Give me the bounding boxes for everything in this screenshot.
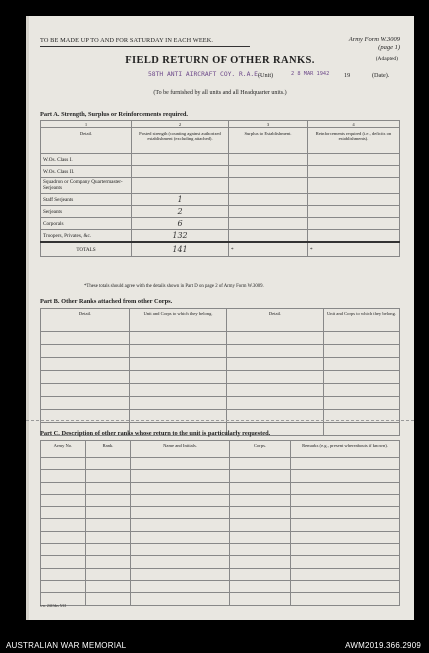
part-a-table <box>40 120 400 257</box>
cell <box>86 507 131 519</box>
cell <box>230 593 291 605</box>
row-detail: Corporals <box>41 218 132 230</box>
row-posted: 132 <box>132 230 229 243</box>
cell <box>131 580 230 592</box>
cell <box>324 345 400 358</box>
row-posted: 6 <box>132 218 229 230</box>
table-row <box>41 580 400 592</box>
table-row <box>41 458 400 470</box>
cell <box>41 332 130 345</box>
row-detail: Troopers, Privates, &c. <box>41 230 132 243</box>
cell <box>41 470 86 482</box>
cell <box>41 544 86 556</box>
cell <box>131 507 230 519</box>
row-posted: 1 <box>132 194 229 206</box>
cell <box>291 593 400 605</box>
col-header-rank: Rank. <box>86 441 131 458</box>
row-surplus <box>229 230 308 243</box>
adapted-label: (Adapted) <box>375 56 398 62</box>
part-a-heading: Part A. Strength, Surplus or Reinforcements required. <box>40 111 188 118</box>
totals-surplus: * <box>229 242 308 257</box>
credit-accession-number: AWM2019.366.2909 <box>345 641 421 650</box>
table-row <box>41 166 400 178</box>
cell <box>230 519 291 531</box>
form-sheet <box>26 16 414 620</box>
cell <box>227 332 324 345</box>
totals-reinforcements: * <box>308 242 400 257</box>
cell <box>324 358 400 371</box>
table-row <box>41 384 400 397</box>
row-detail: Staff Serjeants <box>41 194 132 206</box>
cell <box>86 458 131 470</box>
cell <box>230 458 291 470</box>
cell <box>86 482 131 494</box>
cell <box>86 580 131 592</box>
row-surplus <box>229 218 308 230</box>
cell <box>130 397 227 410</box>
table-row <box>41 154 400 166</box>
col-header-name: Name and Initials. <box>131 441 230 458</box>
submission-instruction: TO BE MADE UP TO AND FOR SATURDAY IN EACH WEEK. <box>40 37 214 44</box>
table-row <box>41 397 400 410</box>
cell <box>130 345 227 358</box>
cell <box>324 332 400 345</box>
cell <box>131 470 230 482</box>
cell <box>291 519 400 531</box>
print-mark: s.w. 244 bks 5/41 <box>40 604 67 608</box>
cell <box>131 519 230 531</box>
row-reinforcements <box>308 230 400 243</box>
row-posted <box>132 166 229 178</box>
cell <box>41 345 130 358</box>
table-row <box>41 507 400 519</box>
cell <box>324 397 400 410</box>
cell <box>86 531 131 543</box>
row-posted: 2 <box>132 206 229 218</box>
cell <box>291 470 400 482</box>
cell <box>291 482 400 494</box>
table-row <box>41 332 400 345</box>
cell <box>227 384 324 397</box>
cell <box>41 580 86 592</box>
cell <box>41 371 130 384</box>
cell <box>130 384 227 397</box>
page-label: (page 1) <box>378 44 400 51</box>
cell <box>291 531 400 543</box>
table-row <box>41 230 400 243</box>
cell <box>230 531 291 543</box>
table-row <box>41 482 400 494</box>
cell <box>41 482 86 494</box>
table-row <box>41 345 400 358</box>
army-form-number <box>349 36 400 52</box>
table-row <box>41 206 400 218</box>
row-reinforcements <box>308 218 400 230</box>
paper-edge <box>26 16 29 620</box>
cell <box>86 544 131 556</box>
col-number: 3 <box>229 121 308 128</box>
cell <box>131 494 230 506</box>
furnish-note: (To be furnished by all units and all Headquarter units.) <box>153 90 287 96</box>
cell <box>230 556 291 568</box>
totals-row <box>41 242 400 257</box>
cell <box>41 358 130 371</box>
table-row <box>41 494 400 506</box>
table-row <box>41 470 400 482</box>
cell <box>131 593 230 605</box>
row-detail: W.Os. Class I. <box>41 154 132 166</box>
row-surplus <box>229 166 308 178</box>
cell <box>291 507 400 519</box>
cell <box>227 345 324 358</box>
column-header-row <box>41 128 400 154</box>
col-header-army-no: Army No. <box>41 441 86 458</box>
cell <box>131 458 230 470</box>
cell <box>86 494 131 506</box>
column-header-row <box>41 309 400 332</box>
cell <box>291 580 400 592</box>
cell <box>130 332 227 345</box>
cell <box>230 482 291 494</box>
cell <box>227 397 324 410</box>
cell <box>41 507 86 519</box>
col-number: 2 <box>132 121 229 128</box>
army-form-label: Army Form W.3009 <box>348 36 400 43</box>
cell <box>230 470 291 482</box>
date-stamp: 2 8 MAR 1942 <box>291 71 330 77</box>
row-surplus <box>229 206 308 218</box>
col-number: 4 <box>308 121 400 128</box>
part-b-table <box>40 308 400 436</box>
table-row <box>41 178 400 194</box>
col-number: 1 <box>41 121 132 128</box>
table-row <box>41 568 400 580</box>
instruction-underline <box>40 46 250 47</box>
col-header-remarks: Remarks (e.g., present whereabouts if known). <box>291 441 400 458</box>
cell <box>324 371 400 384</box>
part-a-footnote: *These totals should agree with the details shown in Part D on page 2 of Army Form W.3009. <box>84 284 264 289</box>
cell <box>86 470 131 482</box>
cell <box>230 507 291 519</box>
table-row <box>41 358 400 371</box>
cell <box>41 397 130 410</box>
cell <box>86 519 131 531</box>
table-row <box>41 194 400 206</box>
row-posted <box>132 154 229 166</box>
column-header-row <box>41 441 400 458</box>
cell <box>291 458 400 470</box>
cell <box>230 544 291 556</box>
column-number-row <box>41 121 400 128</box>
col-header-detail: Detail. <box>41 309 130 332</box>
row-detail: Squadron or Company Quartermaster-Serjeants <box>41 178 132 194</box>
cell <box>230 568 291 580</box>
cell <box>131 482 230 494</box>
cell <box>130 371 227 384</box>
cell <box>41 458 86 470</box>
col-header-corps: Corps. <box>230 441 291 458</box>
cell <box>291 568 400 580</box>
cell <box>291 556 400 568</box>
row-reinforcements <box>308 206 400 218</box>
row-reinforcements <box>308 178 400 194</box>
row-detail: W.Os. Class II. <box>41 166 132 178</box>
part-c-heading: Part C. Description of other ranks whose return to the unit is particularly requested. <box>40 430 271 437</box>
cell <box>230 494 291 506</box>
cell <box>86 568 131 580</box>
cell <box>130 358 227 371</box>
cell <box>227 371 324 384</box>
cell <box>86 593 131 605</box>
table-row <box>41 531 400 543</box>
year-label: 19 <box>344 72 351 79</box>
table-row <box>41 218 400 230</box>
cell <box>131 531 230 543</box>
cell <box>324 423 400 436</box>
table-row <box>41 519 400 531</box>
row-surplus <box>229 178 308 194</box>
col-header-unit-corps: Unit and Corps to which they belong. <box>130 309 227 332</box>
unit-label: (Unit) <box>258 72 274 79</box>
cell <box>41 494 86 506</box>
totals-label: TOTALS <box>41 242 132 257</box>
row-reinforcements <box>308 154 400 166</box>
row-posted <box>132 178 229 194</box>
cell <box>131 544 230 556</box>
row-surplus <box>229 154 308 166</box>
cell <box>41 519 86 531</box>
table-row <box>41 371 400 384</box>
cell <box>41 531 86 543</box>
unit-stamp: 58TH ANTI AIRCRAFT COY. R.A.E. <box>148 71 262 78</box>
row-reinforcements <box>308 166 400 178</box>
cell <box>230 580 291 592</box>
table-row <box>41 556 400 568</box>
cell <box>131 568 230 580</box>
perforation-line <box>26 420 414 421</box>
row-detail: Serjeants <box>41 206 132 218</box>
col-header-detail: Detail. <box>227 309 324 332</box>
row-reinforcements <box>308 194 400 206</box>
cell <box>291 544 400 556</box>
date-label: (Date). <box>372 72 390 79</box>
col-header-posted-strength: Posted strength (counting against authorized establishment (excluding attached). <box>132 128 229 154</box>
table-row <box>41 544 400 556</box>
col-header-reinforcements: Reinforcements required (i.e., deficits on establishments). <box>308 128 400 154</box>
cell <box>291 494 400 506</box>
cell <box>86 556 131 568</box>
row-surplus <box>229 194 308 206</box>
col-header-unit-corps: Unit and Corps to which they belong. <box>324 309 400 332</box>
form-title: FIELD RETURN OF OTHER RANKS. <box>125 55 315 66</box>
cell <box>41 568 86 580</box>
cell <box>131 556 230 568</box>
col-header-surplus: Surplus to Establishment. <box>229 128 308 154</box>
cell <box>227 358 324 371</box>
col-header-detail: Detail. <box>41 128 132 154</box>
cell <box>324 384 400 397</box>
table-row <box>41 593 400 605</box>
part-b-heading: Part B. Other Ranks attached from other Corps. <box>40 298 173 305</box>
part-c-table <box>40 440 400 606</box>
credit-institution: AUSTRALIAN WAR MEMORIAL <box>6 641 127 650</box>
totals-posted: 141 <box>132 242 229 257</box>
cell <box>41 556 86 568</box>
cell <box>41 384 130 397</box>
